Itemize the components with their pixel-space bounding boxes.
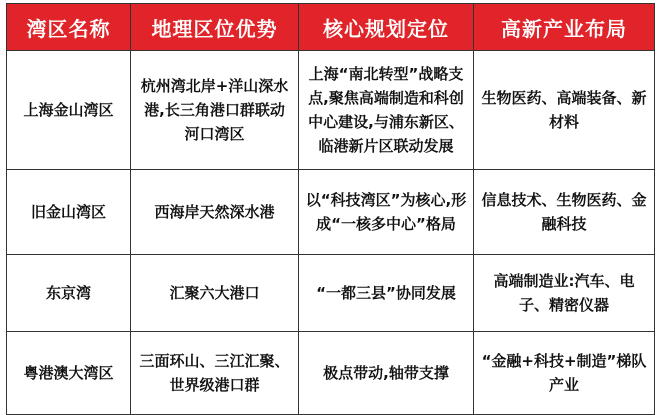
cell-industry-layout: 信息技术、生物医药、金融科技 [474,170,655,255]
cell-bay-name: 粤港澳大湾区 [7,332,131,415]
cell-industry-layout: 高端制造业:汽车、电子、精密仪器 [474,255,655,332]
cell-location-advantage: 杭州湾北岸+洋山深水港,长三角港口群联动河口湾区 [131,51,299,170]
cell-bay-name: 东京湾 [7,255,131,332]
header-row [7,4,655,51]
table-row [7,255,655,332]
header-location-advantage: 地理区位优势 [131,4,299,51]
cell-core-positioning: 极点带动,轴带支撑 [299,332,474,415]
cell-industry-layout: “金融+科技+制造”梯队产业 [474,332,655,415]
header-industry-layout: 高新产业布局 [474,4,655,51]
cell-core-positioning: “一都三县”协同发展 [299,255,474,332]
cell-location-advantage: 三面环山、三江汇聚、世界级港口群 [131,332,299,415]
table-row [7,170,655,255]
header-bay-name: 湾区名称 [7,4,131,51]
cell-core-positioning: 上海“南北转型”战略支点,聚焦高端制造和科创中心建设,与浦东新区、临港新片区联动发展 [299,51,474,170]
cell-industry-layout: 生物医药、高端装备、新材料 [474,51,655,170]
header-core-positioning: 核心规划定位 [299,4,474,51]
cell-core-positioning: 以“科技湾区”为核心,形成“一核多中心”格局 [299,170,474,255]
table-row [7,332,655,415]
cell-bay-name: 旧金山湾区 [7,170,131,255]
cell-location-advantage: 汇聚六大港口 [131,255,299,332]
cell-location-advantage: 西海岸天然深水港 [131,170,299,255]
bay-area-comparison-table [6,3,655,415]
table-row [7,51,655,170]
cell-bay-name: 上海金山湾区 [7,51,131,170]
